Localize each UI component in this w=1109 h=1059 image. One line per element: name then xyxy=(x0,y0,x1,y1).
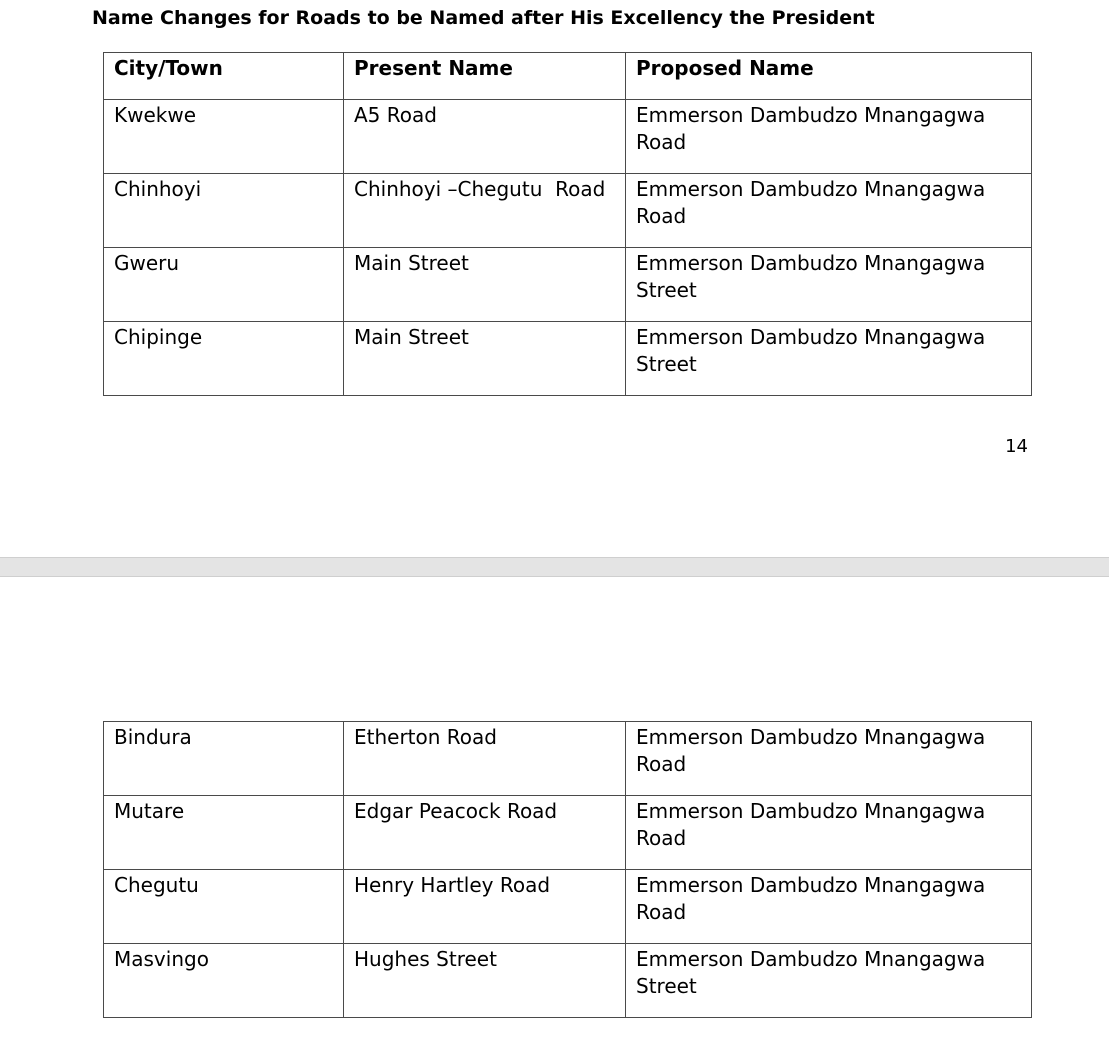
cell-city: Kwekwe xyxy=(104,100,344,174)
cell-proposed-name: Emmerson Dambudzo Mnangagwa Road xyxy=(626,722,1032,796)
cell-proposed-name: Emmerson Dambudzo Mnangagwa Road xyxy=(626,796,1032,870)
table-row xyxy=(104,944,1032,1018)
cell-proposed-name: Emmerson Dambudzo Mnangagwa Road xyxy=(626,100,1032,174)
table-row xyxy=(104,722,1032,796)
header-present-name: Present Name xyxy=(344,53,626,100)
page-separator xyxy=(0,557,1109,577)
table-row xyxy=(104,322,1032,396)
cell-city: Chipinge xyxy=(104,322,344,396)
header-city-town: City/Town xyxy=(104,53,344,100)
cell-city: Chinhoyi xyxy=(104,174,344,248)
cell-city: Bindura xyxy=(104,722,344,796)
cell-city: Masvingo xyxy=(104,944,344,1018)
table-header-row xyxy=(104,53,1032,100)
road-names-table-part-1 xyxy=(103,52,1032,396)
document-title: Name Changes for Roads to be Named after His Excellency the President xyxy=(92,7,875,29)
cell-present-name: Hughes Street xyxy=(344,944,626,1018)
cell-present-name: Henry Hartley Road xyxy=(344,870,626,944)
cell-city: Chegutu xyxy=(104,870,344,944)
cell-present-name: Edgar Peacock Road xyxy=(344,796,626,870)
cell-city: Mutare xyxy=(104,796,344,870)
cell-proposed-name: Emmerson Dambudzo Mnangagwa Street xyxy=(626,248,1032,322)
page-number: 14 xyxy=(1005,436,1028,457)
table-row xyxy=(104,100,1032,174)
road-names-table-part-2 xyxy=(103,721,1032,1018)
table-row xyxy=(104,174,1032,248)
cell-proposed-name: Emmerson Dambudzo Mnangagwa Street xyxy=(626,322,1032,396)
cell-present-name: Etherton Road xyxy=(344,722,626,796)
cell-present-name: Main Street xyxy=(344,248,626,322)
header-proposed-name: Proposed Name xyxy=(626,53,1032,100)
table-row xyxy=(104,796,1032,870)
table-row xyxy=(104,870,1032,944)
table-row xyxy=(104,248,1032,322)
cell-proposed-name: Emmerson Dambudzo Mnangagwa Road xyxy=(626,870,1032,944)
document-page-bottom xyxy=(0,577,1109,1059)
cell-proposed-name: Emmerson Dambudzo Mnangagwa Road xyxy=(626,174,1032,248)
cell-present-name: A5 Road xyxy=(344,100,626,174)
cell-proposed-name: Emmerson Dambudzo Mnangagwa Street xyxy=(626,944,1032,1018)
cell-present-name: Chinhoyi –Chegutu Road xyxy=(344,174,626,248)
cell-city: Gweru xyxy=(104,248,344,322)
cell-present-name: Main Street xyxy=(344,322,626,396)
